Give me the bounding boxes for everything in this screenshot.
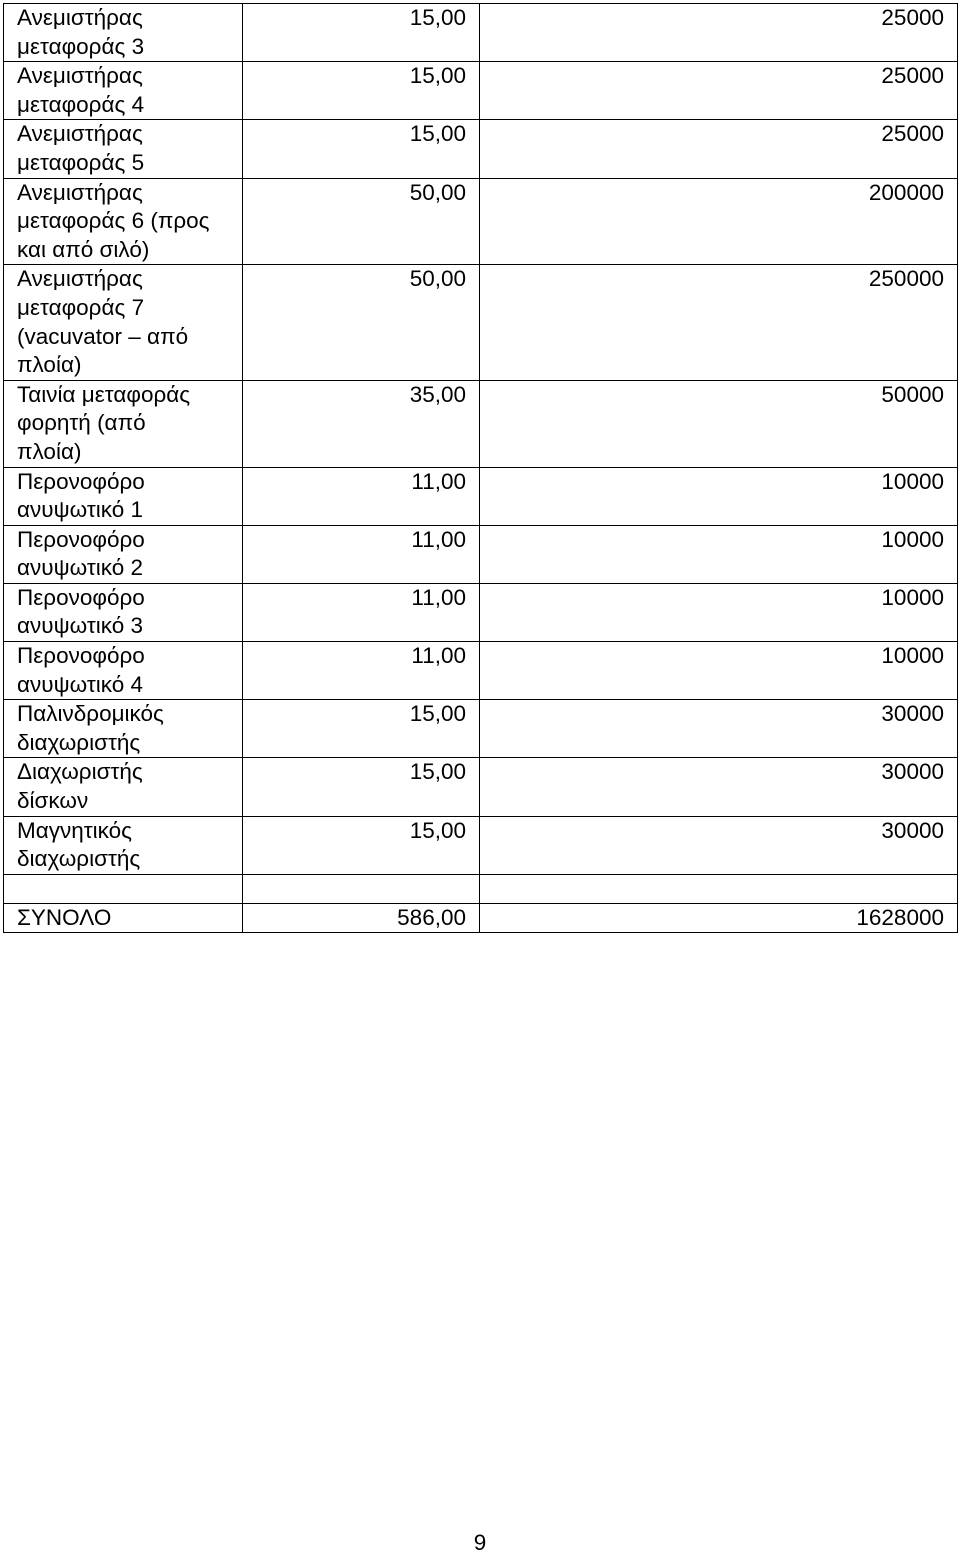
equipment-name-line: ανυψωτικό 3 bbox=[17, 613, 143, 639]
equipment-name-line: φορητή (από bbox=[17, 410, 146, 436]
table-row bbox=[4, 4, 958, 62]
equipment-name-line: Ανεμιστήρας bbox=[17, 5, 143, 30]
equipment-name-line: Διαχωριστής bbox=[17, 759, 143, 785]
equipment-name-line: διαχωριστής bbox=[17, 729, 141, 755]
page-number: 9 bbox=[473, 1530, 487, 1555]
equipment-value-cell: 50,00 bbox=[243, 265, 480, 380]
equipment-amount-cell: 250000 bbox=[480, 265, 958, 380]
spacer-cell bbox=[243, 874, 480, 903]
equipment-name-line: Ανεμιστήρας bbox=[17, 121, 143, 147]
equipment-name-line: Περονοφόρο bbox=[17, 643, 145, 669]
table-row bbox=[4, 62, 958, 120]
equipment-amount-cell: 200000 bbox=[480, 178, 958, 265]
equipment-name-line: ανυψωτικό 2 bbox=[17, 555, 143, 581]
equipment-value-cell: 15,00 bbox=[243, 120, 480, 178]
equipment-name-line: μεταφοράς 4 bbox=[17, 91, 145, 117]
equipment-name-line: μεταφοράς 5 bbox=[17, 149, 145, 175]
equipment-amount-cell: 10000 bbox=[480, 642, 958, 700]
table-row bbox=[4, 525, 958, 583]
equipment-table bbox=[3, 3, 958, 933]
equipment-name-cell bbox=[4, 583, 243, 641]
equipment-amount-cell: 30000 bbox=[480, 816, 958, 874]
equipment-name-line: Ταινία μεταφοράς bbox=[17, 381, 191, 407]
equipment-value-cell: 50,00 bbox=[243, 178, 480, 265]
equipment-value-cell: 11,00 bbox=[243, 525, 480, 583]
equipment-value-cell: 15,00 bbox=[243, 4, 480, 62]
equipment-name-cell bbox=[4, 467, 243, 525]
equipment-name-cell bbox=[4, 642, 243, 700]
table-row bbox=[4, 583, 958, 641]
equipment-value-cell: 11,00 bbox=[243, 583, 480, 641]
equipment-name-line: Ανεμιστήρας bbox=[17, 266, 143, 292]
equipment-amount-cell: 25000 bbox=[480, 4, 958, 62]
equipment-name-line: Παλινδρομικός bbox=[17, 701, 164, 727]
table-row bbox=[4, 380, 958, 467]
equipment-name-line: διαχωριστής bbox=[17, 846, 141, 872]
spacer-row bbox=[4, 874, 958, 903]
equipment-name-cell bbox=[4, 380, 243, 467]
equipment-value-cell: 11,00 bbox=[243, 642, 480, 700]
table-row bbox=[4, 178, 958, 265]
equipment-name-line: Περονοφόρο bbox=[17, 468, 145, 494]
equipment-name-line: Ανεμιστήρας bbox=[17, 179, 143, 205]
equipment-name-cell bbox=[4, 758, 243, 816]
equipment-name-line: Μαγνητικός bbox=[17, 817, 132, 843]
equipment-name-cell bbox=[4, 700, 243, 758]
total-amount: 1628000 bbox=[480, 903, 958, 933]
equipment-name-cell bbox=[4, 265, 243, 380]
equipment-name-line: Ανεμιστήρας bbox=[17, 63, 143, 89]
equipment-amount-cell: 10000 bbox=[480, 583, 958, 641]
equipment-name-cell bbox=[4, 525, 243, 583]
table-row bbox=[4, 265, 958, 380]
equipment-name-line: πλοία) bbox=[17, 352, 82, 378]
equipment-name-line: δίσκων bbox=[17, 788, 89, 814]
equipment-amount-cell: 25000 bbox=[480, 62, 958, 120]
equipment-name-cell bbox=[4, 816, 243, 874]
total-label: ΣΥΝΟΛΟ bbox=[4, 903, 243, 933]
spacer-cell bbox=[4, 874, 243, 903]
equipment-name-cell bbox=[4, 120, 243, 178]
equipment-name-cell bbox=[4, 4, 243, 62]
equipment-amount-cell: 30000 bbox=[480, 758, 958, 816]
equipment-value-cell: 35,00 bbox=[243, 380, 480, 467]
table-row bbox=[4, 642, 958, 700]
equipment-name-line: ανυψωτικό 4 bbox=[17, 671, 143, 697]
table-row bbox=[4, 700, 958, 758]
equipment-value-cell: 15,00 bbox=[243, 816, 480, 874]
equipment-name-line: Περονοφόρο bbox=[17, 526, 145, 552]
equipment-name-line: (vacuvator – από bbox=[17, 323, 189, 349]
equipment-name-line: πλοία) bbox=[17, 438, 82, 464]
equipment-name-line: μεταφοράς 3 bbox=[17, 33, 145, 59]
equipment-name-line: μεταφοράς 6 (προς bbox=[17, 208, 210, 234]
table-row bbox=[4, 816, 958, 874]
equipment-value-cell: 11,00 bbox=[243, 467, 480, 525]
equipment-amount-cell: 50000 bbox=[480, 380, 958, 467]
table-row bbox=[4, 467, 958, 525]
equipment-name-line: ανυψωτικό 1 bbox=[17, 497, 143, 523]
table-row bbox=[4, 120, 958, 178]
equipment-value-cell: 15,00 bbox=[243, 62, 480, 120]
equipment-value-cell: 15,00 bbox=[243, 700, 480, 758]
equipment-amount-cell: 25000 bbox=[480, 120, 958, 178]
equipment-name-line: μεταφοράς 7 bbox=[17, 294, 145, 320]
equipment-amount-cell: 10000 bbox=[480, 525, 958, 583]
equipment-rows bbox=[4, 4, 958, 875]
total-row bbox=[4, 903, 958, 933]
equipment-name-cell bbox=[4, 178, 243, 265]
equipment-value-cell: 15,00 bbox=[243, 758, 480, 816]
equipment-amount-cell: 10000 bbox=[480, 467, 958, 525]
equipment-name-line: Περονοφόρο bbox=[17, 584, 145, 610]
spacer-cell bbox=[480, 874, 958, 903]
total-value: 586,00 bbox=[243, 903, 480, 933]
equipment-name-line: και από σιλό) bbox=[17, 236, 150, 262]
equipment-name-cell bbox=[4, 62, 243, 120]
equipment-amount-cell: 30000 bbox=[480, 700, 958, 758]
table-row bbox=[4, 758, 958, 816]
